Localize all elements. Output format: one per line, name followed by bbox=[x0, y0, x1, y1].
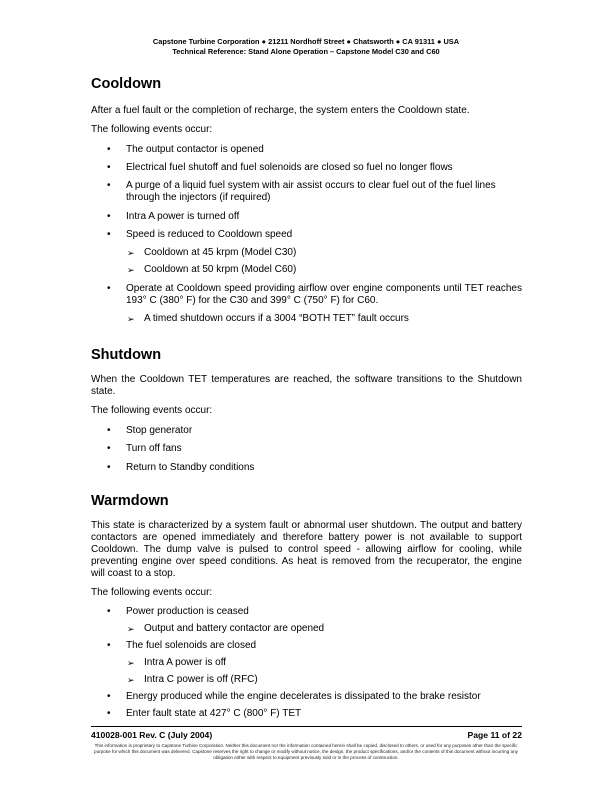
footer-disclaimer: This information is proprietary to Capstone Turbine Corporation. Neither this document nor the information contained herein shall be copied, disclosed to others, or used for any purposes other than the specific purpose for which this document was delivered. Capstone reserves the right to change or modify without notice, the design, the product specifications, and/or the contents of this document without incurring any obligation either with respect to equipment previously sold or in the process of construction. bbox=[94, 743, 518, 761]
warmdown-event-list bbox=[91, 606, 522, 720]
bullet-marker: • bbox=[107, 640, 111, 651]
list-item: • Intra A power is turned off bbox=[107, 211, 240, 222]
footer-divider bbox=[91, 726, 522, 727]
bullet-marker: • bbox=[107, 229, 111, 240]
shutdown-intro: When the Cooldown TET temperatures are reached, the software transitions to the Shutdown state. bbox=[91, 374, 522, 397]
arrow-marker-icon: ➢ bbox=[127, 265, 135, 275]
sub-list-item: ➢ Intra C power is off (RFC) bbox=[127, 674, 258, 685]
header-address: Capstone Turbine Corporation ● 21211 Nordhoff Street ● Chatsworth ● CA 91311 ● USA bbox=[152, 37, 460, 46]
bullet-marker: • bbox=[107, 425, 111, 436]
list-item: • Enter fault state at 427° C (800° F) TET bbox=[107, 708, 302, 719]
list-item: • Stop generator bbox=[107, 425, 193, 436]
arrow-marker-icon: ➢ bbox=[127, 314, 135, 324]
list-item: • Turn off fans bbox=[107, 443, 182, 454]
arrow-marker-icon: ➢ bbox=[127, 248, 135, 258]
bullet-marker: • bbox=[107, 691, 111, 702]
list-item: • Speed is reduced to Cooldown speed bbox=[107, 229, 293, 240]
bullet-marker: • bbox=[107, 283, 111, 294]
bullet-marker: • bbox=[107, 708, 111, 719]
warmdown-intro: This state is characterized by a system fault or abnormal user shutdown. The output and battery contactors are opened immediately and therefore battery power is not available to support Cooldown. The dump valve is pulsed to control speed - allowing airflow for cooling, while preventing engine over speed conditions. As heat is removed from the recuperator, the engine will coast to a stop. bbox=[91, 520, 522, 579]
list-item: • Power production is ceased bbox=[107, 606, 249, 617]
sub-list-item: ➢ Cooldown at 50 krpm (Model C60) bbox=[127, 264, 297, 275]
footer-doc-id: 410028-001 Rev. C (July 2004) bbox=[91, 730, 213, 740]
list-item: • A purge of a liquid fuel system with air assist occurs to clear fuel out of the fuel lines through the injectors (if required) bbox=[107, 180, 496, 203]
list-item: • Energy produced while the engine decelerates is dissipated to the brake resistor bbox=[107, 691, 481, 702]
bullet-marker: • bbox=[107, 443, 111, 454]
list-item: • Return to Standby conditions bbox=[107, 462, 255, 473]
list-item: • The fuel solenoids are closed bbox=[107, 640, 257, 651]
bullet-marker: • bbox=[107, 162, 111, 173]
cooldown-events-label: The following events occur: bbox=[91, 124, 213, 135]
footer-page-number: Page 11 of 22 bbox=[467, 730, 522, 740]
shutdown-event-list bbox=[91, 425, 522, 474]
warmdown-events-label: The following events occur: bbox=[91, 587, 213, 598]
sub-list-item: ➢ Intra A power is off bbox=[127, 657, 227, 668]
arrow-marker-icon: ➢ bbox=[127, 624, 135, 634]
list-item: • The output contactor is opened bbox=[107, 144, 264, 155]
footer bbox=[91, 730, 522, 742]
bullet-marker: • bbox=[107, 462, 111, 473]
cooldown-intro: After a fuel fault or the completion of recharge, the system enters the Cooldown state. bbox=[91, 105, 470, 116]
bullet-marker: • bbox=[107, 606, 111, 617]
sub-list-item: ➢ Cooldown at 45 krpm (Model C30) bbox=[127, 247, 297, 258]
arrow-marker-icon: ➢ bbox=[127, 658, 135, 668]
bullet-marker: • bbox=[107, 211, 111, 222]
list-item: • Operate at Cooldown speed providing airflow over engine components until TET reaches 193° C (380° F) for the C30 and 399° C (750° F) for C60. bbox=[107, 283, 522, 306]
bullet-marker: • bbox=[107, 180, 111, 191]
cooldown-event-list bbox=[91, 144, 522, 325]
list-item: • Electrical fuel shutoff and fuel solenoids are closed so fuel no longer flows bbox=[107, 162, 453, 173]
cooldown-heading: Cooldown bbox=[91, 76, 162, 92]
sub-list-item: ➢ A timed shutdown occurs if a 3004 “BOTH TET” fault occurs bbox=[127, 313, 409, 324]
sub-list-item: ➢ Output and battery contactor are opened bbox=[127, 623, 325, 634]
page-content bbox=[91, 75, 522, 720]
shutdown-events-label: The following events occur: bbox=[91, 405, 213, 416]
warmdown-heading: Warmdown bbox=[91, 493, 169, 509]
header-doc-title: Technical Reference: Stand Alone Operation – Capstone Model C30 and C60 bbox=[172, 47, 440, 56]
arrow-marker-icon: ➢ bbox=[127, 675, 135, 685]
shutdown-heading: Shutdown bbox=[91, 347, 162, 363]
bullet-marker: • bbox=[107, 144, 111, 155]
